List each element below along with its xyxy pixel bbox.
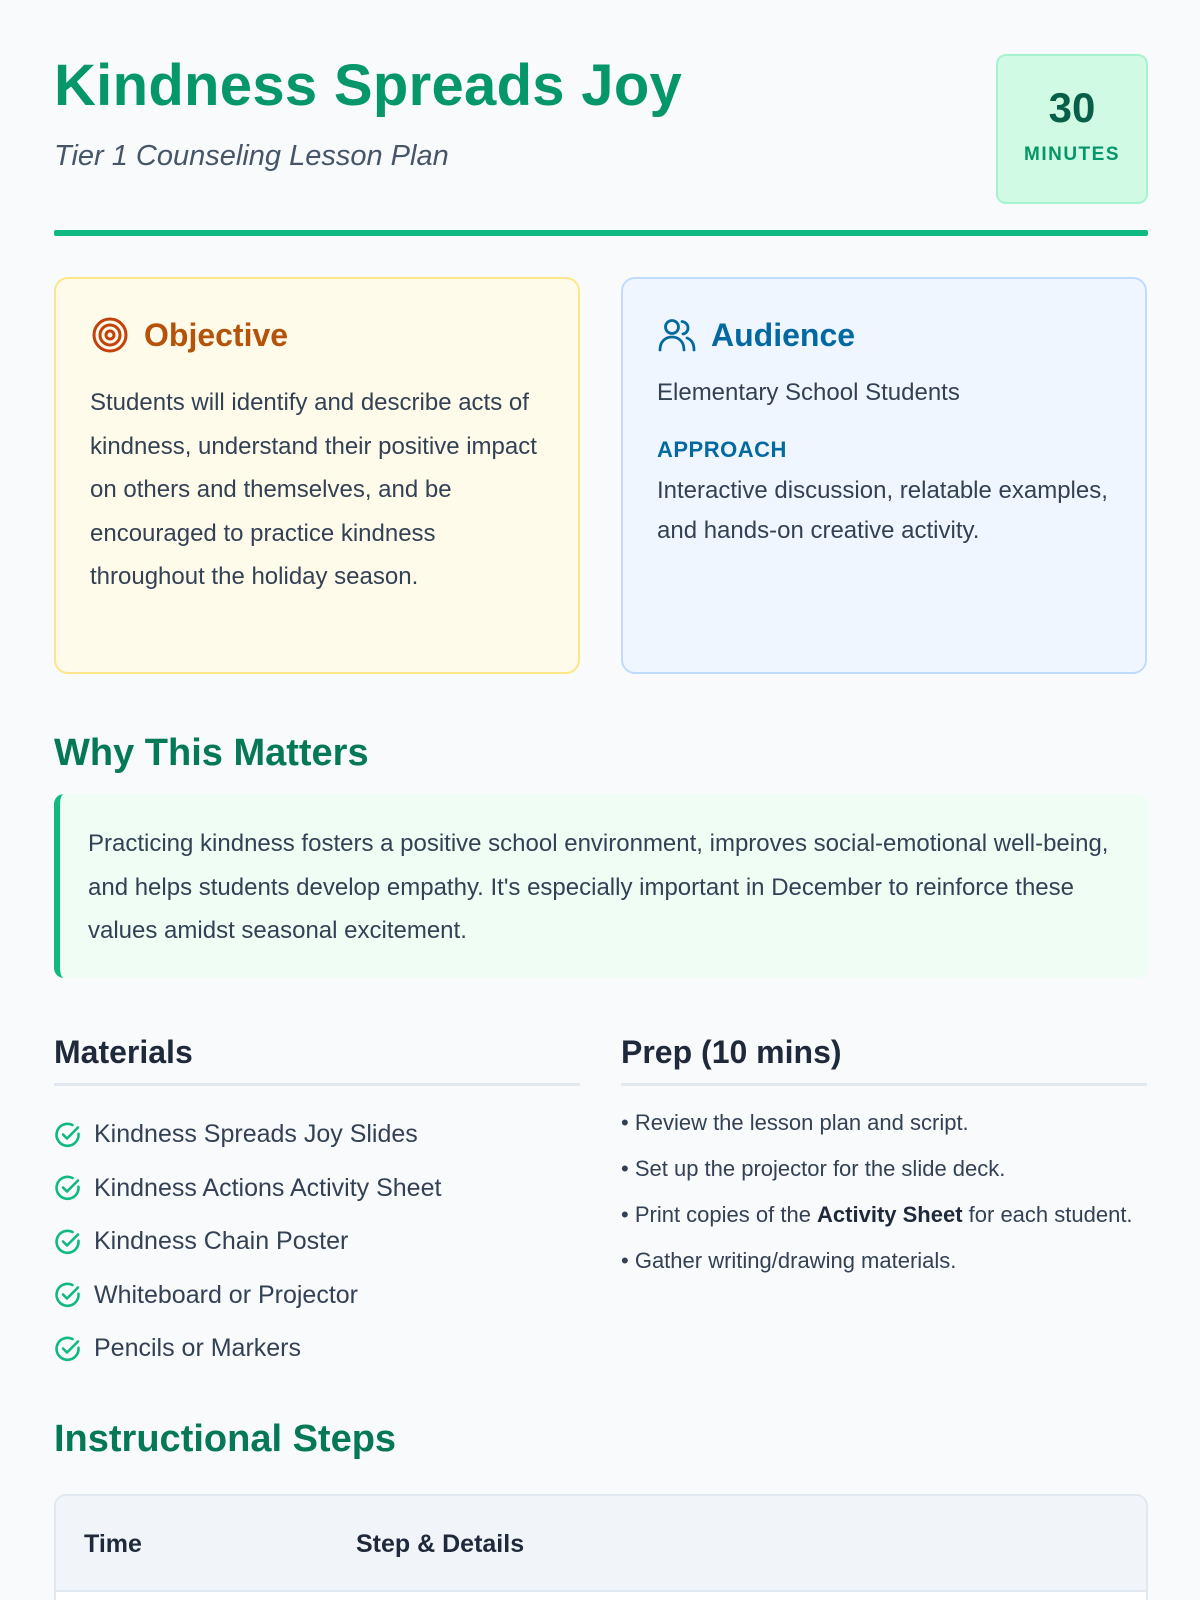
objective-text: Students will identify and describe acts of kindness, understand their positive impact on others and themselves, and be encouraged to practice kindness throughout the holiday season. [90, 389, 537, 590]
materials-section [54, 1034, 580, 1376]
audience-card [621, 277, 1147, 674]
check-circle-icon [54, 1174, 82, 1202]
duration-badge [996, 54, 1148, 204]
list-item [54, 1269, 580, 1323]
check-circle-icon [54, 1335, 82, 1363]
prep-text: Review the lesson plan and script. [634, 1110, 969, 1135]
page-subtitle: Tier 1 Counseling Lesson Plan [54, 140, 449, 172]
check-circle-icon [54, 1228, 82, 1256]
material-label: Kindness Chain Poster [94, 1227, 349, 1256]
lesson-plan-page [54, 0, 1148, 1600]
prep-bold-text: Activity Sheet [817, 1202, 963, 1227]
list-item [54, 1322, 580, 1376]
list-item: • Print copies of the Activity Sheet for each student. [621, 1202, 1133, 1227]
material-label: Kindness Actions Activity Sheet [94, 1173, 442, 1202]
list-item: • Set up the projector for the slide deck. [621, 1156, 1006, 1181]
why-text: Practicing kindness fosters a positive school environment, improves social-emotional well-being, and helps students develop empathy. It's especially important in December to reinforce these values amidst seasonal excitement. [88, 830, 1109, 944]
material-label: Kindness Spreads Joy Slides [94, 1120, 418, 1149]
duration-unit: MINUTES [1024, 144, 1120, 165]
audience-value: Elementary School Students [657, 379, 960, 406]
prep-title: Prep (10 mins) [621, 1034, 1147, 1086]
materials-title: Materials [54, 1034, 580, 1086]
duration-value: 30 [1048, 84, 1096, 131]
list-item: • Review the lesson plan and script. [621, 1110, 969, 1135]
why-callout [54, 794, 1148, 978]
approach-text: Interactive discussion, relatable examples, and hands-on creative activity. [657, 477, 1108, 544]
material-label: Pencils or Markers [94, 1334, 301, 1363]
steps-section-title: Instructional Steps [54, 1418, 397, 1460]
header-divider [54, 230, 1148, 236]
objective-card [54, 277, 580, 674]
table-header-row [56, 1496, 1146, 1592]
check-circle-icon [54, 1281, 82, 1309]
why-section-title: Why This Matters [54, 732, 369, 774]
material-label: Whiteboard or Projector [94, 1280, 359, 1309]
approach-label: APPROACH [657, 437, 787, 462]
list-item [54, 1108, 580, 1162]
objective-title: Objective [144, 316, 289, 353]
prep-text: Gather writing/drawing materials. [634, 1248, 957, 1273]
materials-list [54, 1108, 580, 1376]
check-circle-icon [54, 1121, 82, 1149]
prep-text: Print copies of the [634, 1202, 818, 1227]
page-title: Kindness Spreads Joy [54, 53, 683, 118]
header [54, 54, 1148, 204]
objective-header [90, 313, 544, 357]
users-icon [657, 315, 697, 355]
list-item [54, 1162, 580, 1216]
prep-text: for each student. [962, 1202, 1133, 1227]
prep-list [621, 1106, 1147, 1277]
column-header-time: Time [84, 1530, 142, 1558]
column-header-step: Step & Details [356, 1530, 525, 1558]
target-icon [90, 315, 130, 355]
prep-section [621, 1034, 1147, 1290]
list-item: • Gather writing/drawing materials. [621, 1248, 957, 1273]
prep-text: Set up the projector for the slide deck. [634, 1156, 1006, 1181]
audience-title: Audience [711, 316, 856, 353]
list-item [54, 1215, 580, 1269]
steps-table [54, 1494, 1148, 1600]
audience-header [657, 313, 1111, 357]
